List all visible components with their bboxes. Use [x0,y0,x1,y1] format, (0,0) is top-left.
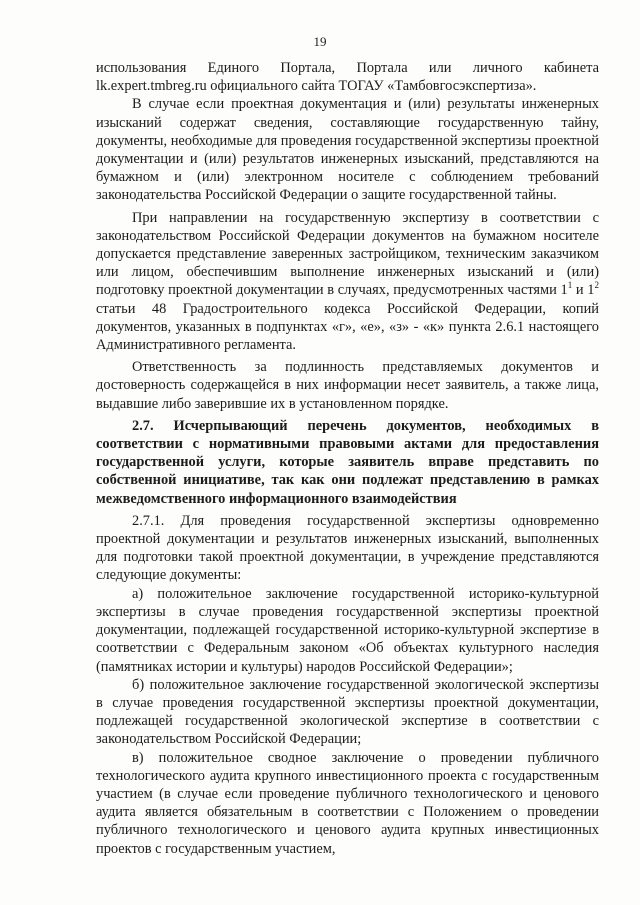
page-body [96,59,599,858]
superscript-1: 1 [567,280,573,291]
list-item-b: б) положительное заключение государственной экологической экспертизы в случае проведения государственной экспертизы проектной документации, подлежащей государственной экологической экспертизе в соответствии с законодательством Российской Федерации; [96,676,599,748]
paragraph-paper-submission-tail: статьи 48 Градостроительного кодекса Российской Федерации, копий документов, указанных в подпунктах «г», «е», «з» - «к» пункта 2.6.1 настоящего Административного регламента. [96,300,599,354]
page-number: 19 [313,34,327,49]
paragraph-state-secret: В случае если проектная документация и (или) результаты инженерных изысканий содержат сведения, составляющие государственную тайну, документы, необходимые для проведения государственной экспертизы проектной документации и (или) результатов инженерных изысканий, представляются на бумажном и (или) электронном носителе с соблюдением требований законодательства Российской Федерации о защите государственной тайны. [96,96,599,204]
paragraph-responsibility: Ответственность за подлинность представляемых документов и достоверность содержащейся в них информации несет заявитель, а также лица, выдавшие либо заверившие их в установленном порядке. [96,359,599,412]
list-item-v: в) положительное сводное заключение о проведении публичного технологического аудита крупного инвестиционного проекта с государственным участием (в случае если проведение публичного технологического и ценового аудита является обязательным в соответствии с Положением о проведении публичного технологического и ценового аудита крупных инвестиционных проектов с государственным участием, [96,749,599,857]
paragraph-portal-continuation: использования Единого Портала, Портала или личного кабинета lk.expert.tmbreg.ru официального сайта ТОГАУ «Тамбовгосэкспертиза». [96,60,599,95]
section-heading-2-7: 2.7. Исчерпывающий перечень документов, необходимых в соответствии с нормативными правовыми актами для предоставления государственной услуги, которые заявитель вправе представить по собственной инициативе, так как они подлежат представлению в рамках межведомственного информационного взаимодействия [96,417,599,507]
paragraph-2-7-1: 2.7.1. Для проведения государственной экспертизы одновременно проектной документации и результатов инженерных изысканий, выполненных для подготовки такой проектной документации, в учреждение представляются следующие документы: [96,512,599,584]
paragraph-paper-submission-text: При направлении на государственную экспертизу в соответствии с законодательством Российской Федерации документов на бумажном носителе допускается представление заверенных застройщиком, техническим заказчиком или лицом, обеспечившим выполнение инженерных изысканий и (или) подготовку проектной документации в случаях, предусмотренных частями 1 [96,209,599,299]
superscript-2: 2 [594,280,600,291]
paragraph-paper-submission-mid: и 1 [572,282,595,299]
paragraph-paper-submission [96,209,599,355]
list-item-a: а) положительное заключение государственной историко-культурной экспертизы в случае проведения государственной экспертизы проектной документации, подлежащей государственной историко-культурной экспертизе в соответствии с Федеральным законом «Об объектах культурного наследия (памятниках истории и культуры) народов Российской Федерации»; [96,585,599,675]
